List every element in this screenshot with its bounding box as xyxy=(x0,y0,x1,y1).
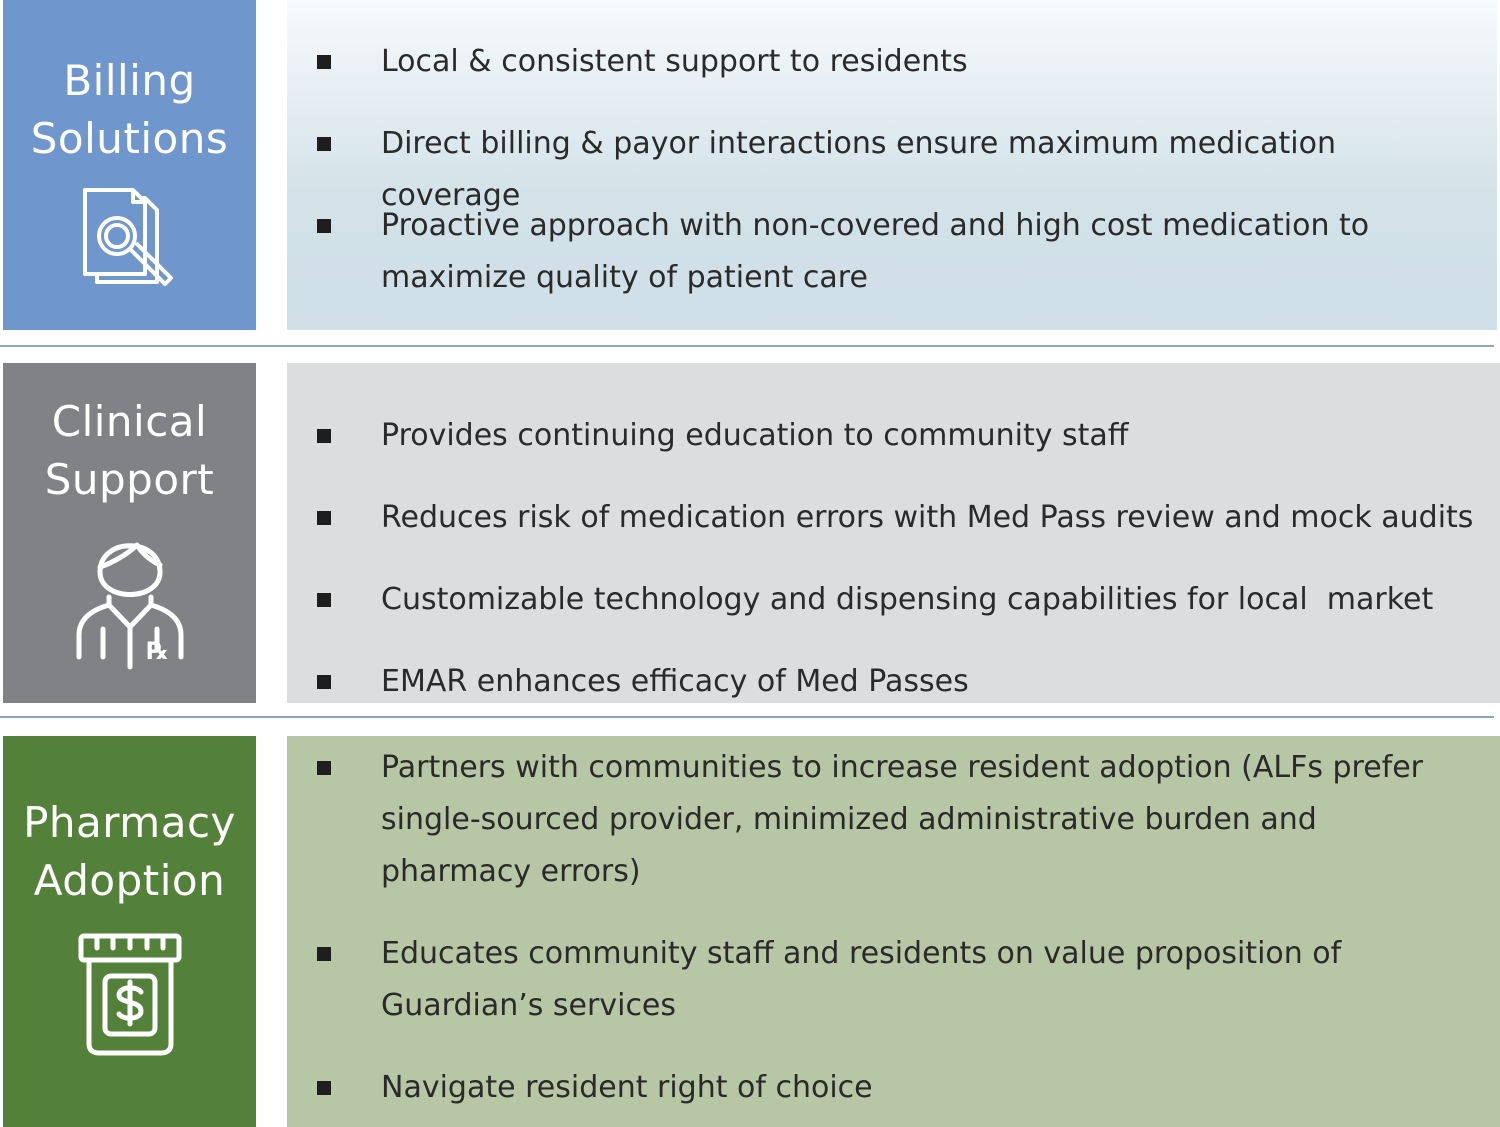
bullet-icon xyxy=(317,219,331,233)
rx-symbol: ℞ xyxy=(146,637,169,665)
bullet-icon xyxy=(317,511,331,525)
billing-solutions-label xyxy=(3,0,256,330)
section-divider xyxy=(0,345,1494,347)
clinical-support-panel: Provides continuing education to community staff Reduces risk of medication errors with Med Pass review and mock audits Customizable technology and dispensing capabilities for local market EMAR enhances efficacy of Med Passes xyxy=(287,363,1500,703)
pharmacy-adoption-panel: Partners with communities to increase resident adoption (ALFs prefer single-sourced provider, minimized administrative burden and pharmacy errors) Educates community staff and residents on value proposition of Guardian’s services Navigate resident right of choice xyxy=(287,736,1500,1127)
bullet-icon xyxy=(317,1081,331,1095)
clinical-support-title: Clinical Support xyxy=(44,397,215,504)
billing-solutions-title: Billing Solutions xyxy=(30,56,229,163)
bullet-icon xyxy=(317,761,331,775)
pharmacy-adoption-label xyxy=(3,736,256,1127)
bullet-icon xyxy=(317,675,331,689)
section-divider xyxy=(0,716,1494,718)
pill-bottle-dollar-icon xyxy=(75,932,185,1061)
bullet-icon xyxy=(317,55,331,69)
bullet-icon xyxy=(317,429,331,443)
bullet-icon xyxy=(317,137,331,151)
bullet-icon xyxy=(317,947,331,961)
pharmacist-rx-icon xyxy=(65,517,195,709)
clinical-support-label xyxy=(3,363,256,703)
pharmacy-adoption-title: Pharmacy Adoption xyxy=(23,798,236,905)
document-search-icon xyxy=(75,186,185,300)
billing-solutions-panel: Local & consistent support to residents Direct billing & payor interactions ensure maximum medication coverage Proactive approach with non-covered and high cost medication to maximize quality of patient care xyxy=(287,0,1497,330)
bullet-icon xyxy=(317,593,331,607)
